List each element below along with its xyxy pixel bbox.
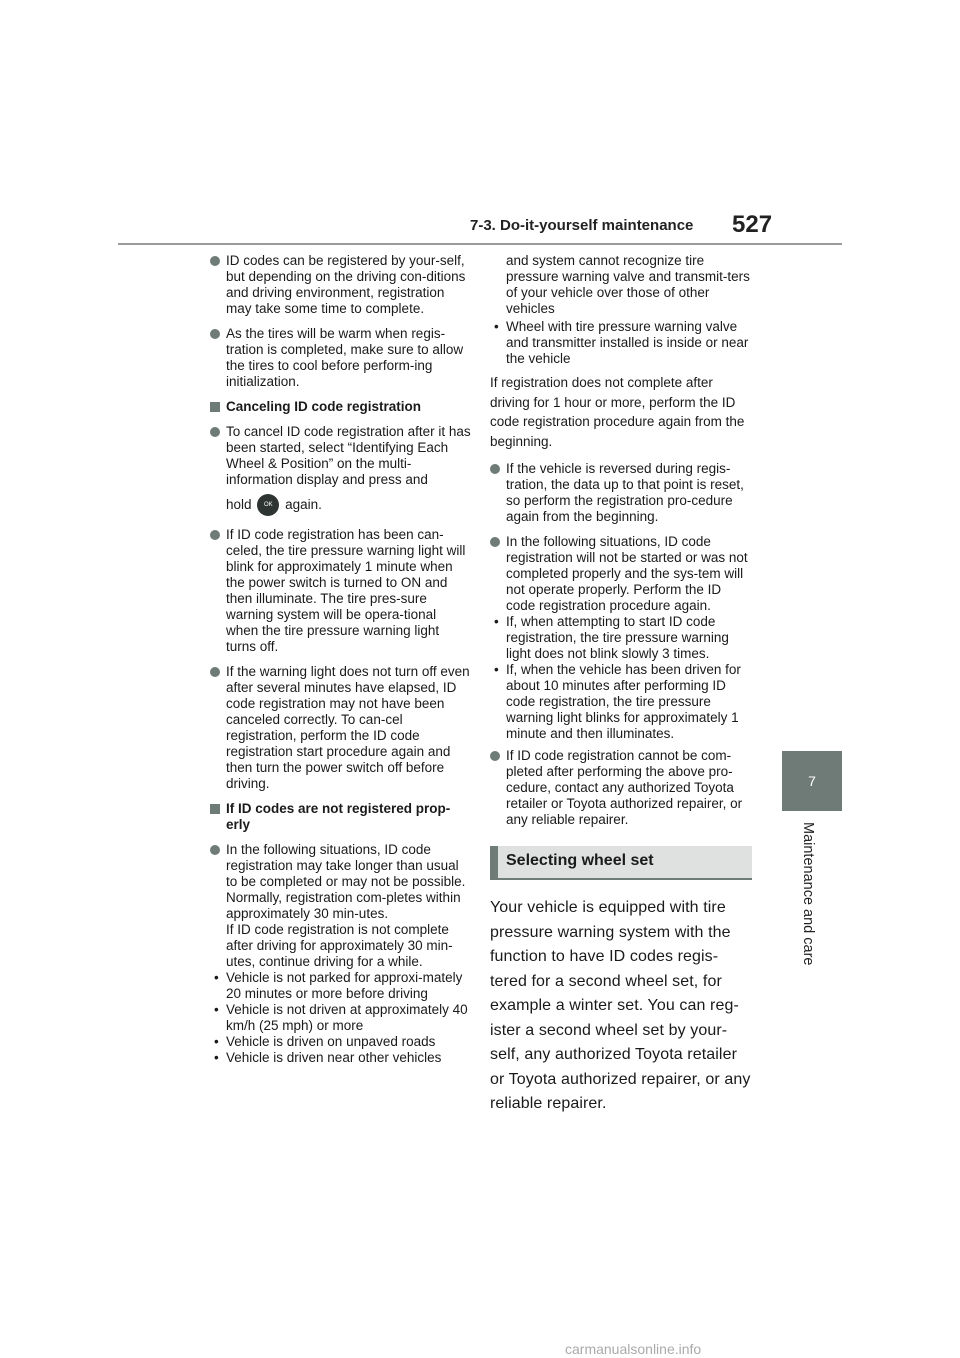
square-bullet-icon xyxy=(210,804,220,814)
list-item: • Vehicle is driven near other vehicles xyxy=(210,1050,472,1066)
list-item: • Vehicle is not parked for approxi-mately 20 minutes or more before driving xyxy=(210,970,472,1002)
bullet-item xyxy=(210,326,472,390)
header-rule xyxy=(118,243,842,245)
bullet-item xyxy=(490,748,752,828)
bullet-dot-icon xyxy=(490,751,500,761)
bullet-item xyxy=(210,527,472,655)
bullet-item xyxy=(490,461,752,525)
subheading xyxy=(210,399,472,415)
list-continuation: and system cannot recognize tire pressure warning valve and transmit-ters of your vehicle over those of other vehicles xyxy=(506,253,750,316)
bullet-item xyxy=(490,534,752,614)
bullet-dot-icon xyxy=(490,537,500,547)
bullet-dot-icon xyxy=(210,845,220,855)
bullet-text: In the following situations, ID code registration may take longer than usual to be completed or may not be possible. Normally, registration com-pletes within approximately 30 min-utes. xyxy=(226,842,466,921)
bullet-dot-icon xyxy=(210,667,220,677)
condition-list xyxy=(490,319,752,367)
bullet-dot-icon xyxy=(490,464,500,474)
bullet-dot-icon xyxy=(210,427,220,437)
bullet-text: To cancel ID code registration after it has been started, select “Identifying Each Wheel & Position” on the multi-information display and press and xyxy=(226,424,471,487)
bullet-text: If the vehicle is reversed during regis-tration, the data up to that point is reset, so perform the registration pro-cedure again from the beginning. xyxy=(506,461,744,524)
bullet-text: If ID code registration has been can-celed, the tire pressure warning light will blink for approximately 1 minute when the power switch is turned to ON and then illuminate. The tire pres-sure warning system will be opera-tional when the tire pressure warning light turns off. xyxy=(226,527,466,654)
section-body: Your vehicle is equipped with tire pressure warning system with the function to have ID codes regis-tered for a second wheel set, for example a winter set. You can reg-ister a second wheel set by your-self, any authorized Toyota retailer or Toyota authorized repairer, or any reliable repairer. xyxy=(490,899,751,1112)
bullet-item xyxy=(210,253,472,317)
list-item: • Vehicle is driven on unpaved roads xyxy=(210,1034,472,1050)
bullet-text: If ID code registration cannot be com-pleted after performing the above pro-cedure, contact any authorized Toyota retailer or Toyota authorized repairer, or any reliable repairer. xyxy=(506,748,743,827)
bullet-text: ID codes can be registered by your-self, but depending on the driving con-ditions and driving environment, registration may take some time to complete. xyxy=(226,253,466,316)
hold-instruction xyxy=(226,492,472,518)
watermark: carmanualsonline.info xyxy=(565,1341,702,1357)
bullet-dot-icon xyxy=(210,329,220,339)
chapter-side-label: Maintenance and care xyxy=(800,822,816,966)
subheading xyxy=(210,801,472,833)
subheading-text: Canceling ID code registration xyxy=(226,399,422,414)
body-paragraph: If registration does not complete after driving for 1 hour or more, perform the ID code registration procedure again from the beginning. xyxy=(490,375,745,449)
bullet-text: If the warning light does not turn off even after several minutes have elapsed, ID code registration may not have been canceled correctly. To can-cel registration, perform the ID code registration start procedure again and then turn the power switch off before driving. xyxy=(226,664,470,791)
bullet-text: As the tires will be warm when regis-tration is completed, make sure to allow the tires to cool before perform-ing initialization. xyxy=(226,326,464,389)
hold-text: hold xyxy=(226,497,252,512)
bullet-item xyxy=(210,842,472,970)
bullet-continuation: If ID code registration is not complete after driving for approximately 30 min-utes, continue driving for a while. xyxy=(226,922,453,969)
page-number: 527 xyxy=(732,211,773,238)
subheading-text: If ID codes are not registered prop-erly xyxy=(226,801,451,832)
bullet-dot-icon xyxy=(210,530,220,540)
square-bullet-icon xyxy=(210,402,220,412)
bullet-item xyxy=(210,664,472,792)
left-column xyxy=(210,253,472,1072)
running-header: 7-3. Do-it-yourself maintenance xyxy=(470,217,694,234)
again-text: again. xyxy=(285,497,322,512)
situation-list xyxy=(490,614,752,742)
list-item: • If, when the vehicle has been driven for about 10 minutes after performing ID code registration, the tire pressure warning light blinks for approximately 1 minute and then illuminates. xyxy=(490,662,752,742)
bullet-text: In the following situations, ID code registration will not be started or was not completed properly and the sys-tem will not operate properly. Perform the ID code registration procedure again. xyxy=(506,534,748,613)
list-item: • Wheel with tire pressure warning valve and transmitter installed is inside or near the vehicle xyxy=(490,319,752,367)
chapter-tab: 7 xyxy=(782,751,842,811)
list-item: • Vehicle is not driven at approximately 40 km/h (25 mph) or more xyxy=(210,1002,472,1034)
list-item: • If, when attempting to start ID code registration, the tire pressure warning light does not blink slowly 3 times. xyxy=(490,614,752,662)
right-column xyxy=(490,253,752,1117)
ok-button-icon: OK xyxy=(257,494,279,516)
bullet-item xyxy=(210,424,472,518)
section-heading: Selecting wheel set xyxy=(490,846,752,880)
bullet-dot-icon xyxy=(210,256,220,266)
condition-list xyxy=(210,970,472,1066)
